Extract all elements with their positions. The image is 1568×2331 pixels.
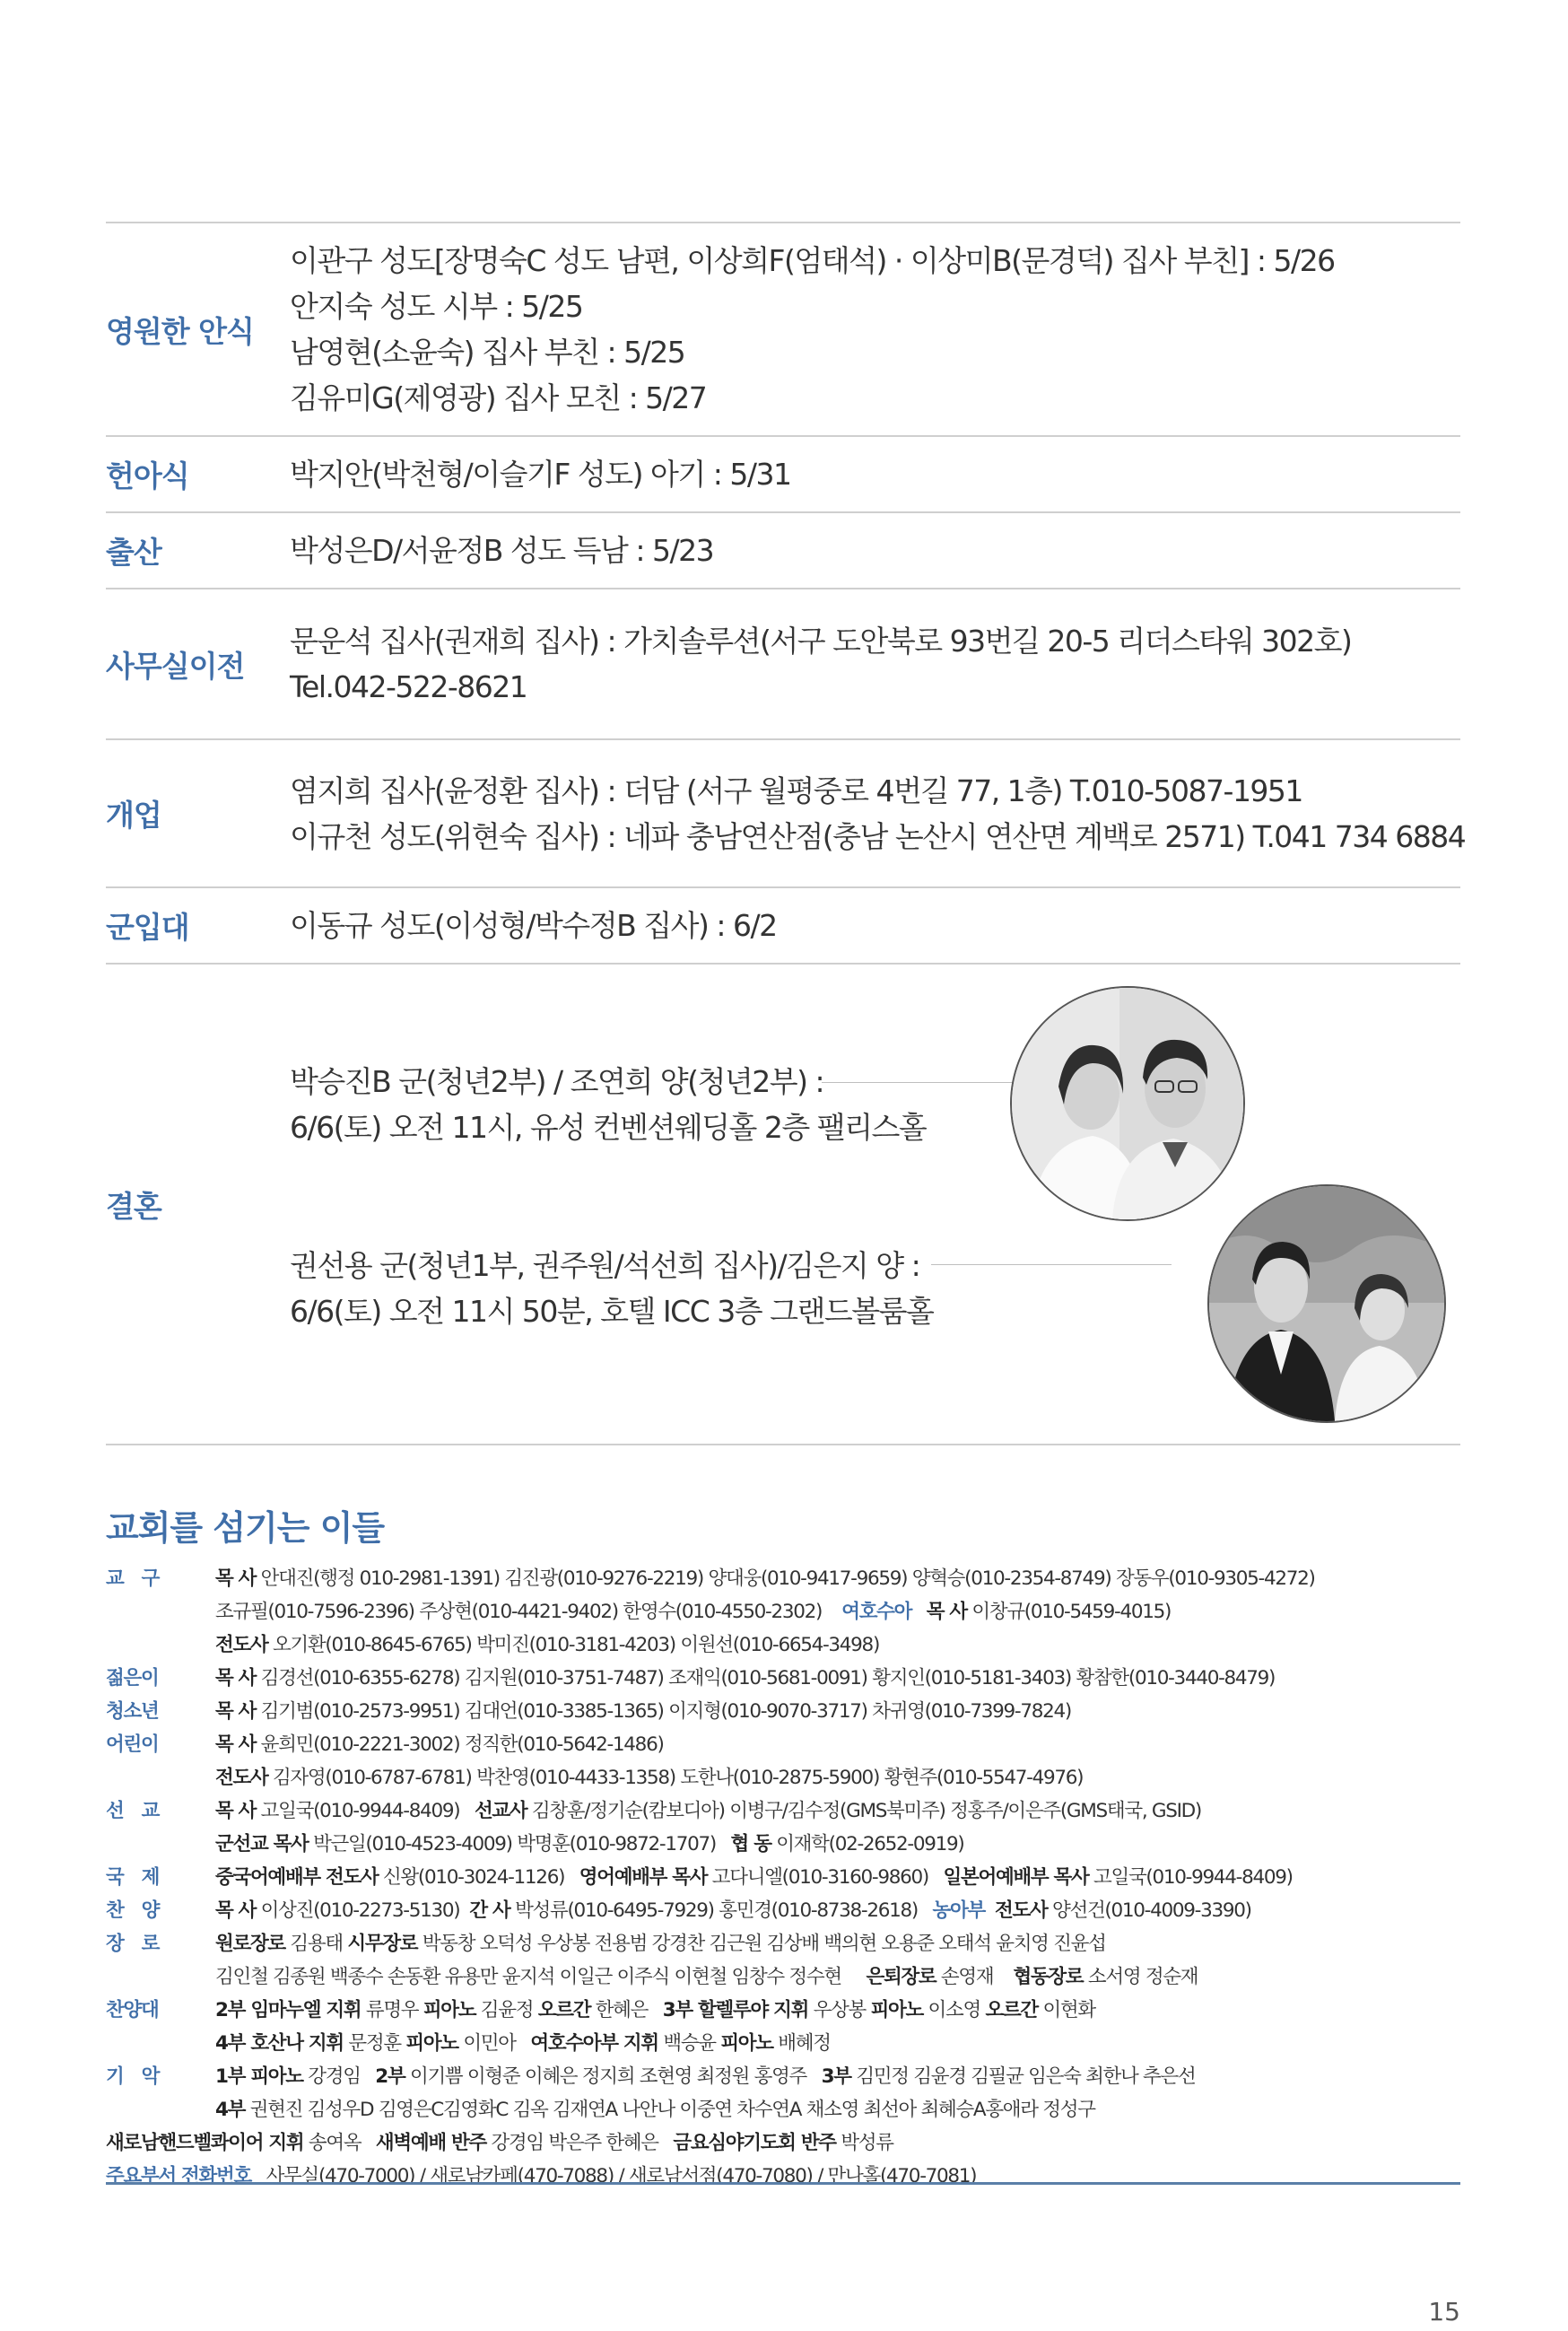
staff-names: 안대진(행정 010-2981-1391) 김진광(010-9276-2219) 양대웅(010-9417-9659) 양혁승(010-2354-8749) 장동우(010-9305-4272) xyxy=(256,1567,1315,1590)
staff-role: 새로남핸드벨콰이어 지휘 xyxy=(106,2132,304,2154)
staff-role: 3부 할렐루야 지휘 xyxy=(662,1999,809,2021)
staff-names: 백승윤 xyxy=(658,2032,716,2055)
staff-row xyxy=(106,1562,1460,1595)
staff-directory xyxy=(106,1562,1460,2193)
staff-label-empty xyxy=(106,1761,215,1794)
staff-label: 국 제 xyxy=(106,1866,160,1889)
couple-photo-icon xyxy=(1209,1186,1444,1421)
couple-photo-icon xyxy=(1012,988,1243,1219)
staff-row xyxy=(106,1662,1460,1695)
news-line: 안지숙 성도 시부 : 5/25 xyxy=(290,289,583,324)
staff-names: 강경임 xyxy=(302,2065,361,2088)
staff-row xyxy=(106,1994,1460,2027)
news-line: 이규천 성도(위현숙 집사) : 네파 충남연산점(충남 논산시 연산면 계백로 2571) T.041 734 6884 xyxy=(290,818,1466,854)
staff-role: 피아노 xyxy=(870,1999,923,2021)
staff-names: 고일국(010-9944-8409) xyxy=(256,1800,460,1822)
staff-names: 김민정 김윤경 김필균 임은숙 최한나 추은선 xyxy=(850,2065,1196,2088)
staff-names: 고일국(010-9944-8409) xyxy=(1088,1866,1293,1889)
news-label: 헌아식 xyxy=(106,458,189,493)
news-line: 박지안(박천형/이슬기F 성도) 아기 : 5/31 xyxy=(290,457,791,492)
staff-role: 협 동 xyxy=(730,1833,771,1855)
news-label: 군입대 xyxy=(106,910,189,945)
staff-names: 문정훈 xyxy=(343,2032,401,2055)
staff-names: 김경선(010-6355-6278) 김지원(010-3751-7487) 조재익(010-5681-0091) 황지인(010-5181-3403) 황참한(010-3440-8479) xyxy=(256,1667,1276,1689)
news-line: 이동규 성도(이성형/박수정B 집사) : 6/2 xyxy=(290,908,777,943)
staff-row xyxy=(106,1894,1460,1927)
staff-role: 영어예배부 목사 xyxy=(579,1866,708,1889)
news-line: 박성은D/서윤정B 성도 득남 : 5/23 xyxy=(290,533,714,568)
staff-role: 목 사 xyxy=(215,1899,257,1922)
staff-dept: 농아부 xyxy=(932,1899,985,1922)
staff-names: 신왕(010-3024-1126) xyxy=(378,1866,565,1889)
staff-label: 교 구 xyxy=(106,1567,160,1590)
staff-row xyxy=(106,1595,1460,1628)
news-row-office-move xyxy=(106,588,1460,738)
news-line: 6/6(토) 오전 11시, 유성 컨벤션웨딩홀 2층 팰리스홀 xyxy=(290,1110,927,1145)
phone-label: 주요부서 전화번호 xyxy=(106,2165,251,2187)
news-line: 문운석 집사(권재희 집사) : 가치솔루션(서구 도안북로 93번길 20-5 리더스타워 302호) xyxy=(290,624,1352,659)
staff-names: 오기환(010-8645-6765) 박미진(010-3181-4203) 이원선(010-6654-3498) xyxy=(267,1634,880,1656)
staff-row xyxy=(106,1960,1460,1994)
staff-names: 이상진(010-2273-5130) xyxy=(256,1899,460,1922)
staff-row xyxy=(106,1927,1460,1960)
staff-names: 이현화 xyxy=(1037,1999,1095,2021)
staff-role: 4부 호산나 지휘 xyxy=(215,2032,344,2055)
staff-role: 2부 xyxy=(375,2065,405,2088)
wedding-leader-line xyxy=(931,1264,1172,1265)
staff-names: 소서영 정순재 xyxy=(1083,1966,1198,1988)
news-line: 남영현(소윤숙) 집사 부친 : 5/25 xyxy=(290,335,685,370)
staff-names: 송여옥 xyxy=(303,2132,362,2154)
staff-row xyxy=(106,2126,1460,2160)
staff-role: 피아노 xyxy=(422,1999,476,2021)
staff-label: 찬양대 xyxy=(106,1999,159,2021)
news-line: 권선용 군(청년1부, 권주원/석선희 집사)/김은지 양 : xyxy=(290,1248,920,1283)
staff-names: 이기쁨 이형준 이혜은 정지희 조현영 최정원 홍영주 xyxy=(405,2065,807,2088)
staff-role: 간 사 xyxy=(469,1899,510,1922)
staff-names: 조규필(010-7596-2396) 주상현(010-4421-9402) 한영수(010-4550-2302) xyxy=(215,1601,823,1623)
staff-role: 새벽예배 반주 xyxy=(375,2132,486,2154)
staff-role: 여호수아부 지휘 xyxy=(530,2032,658,2055)
news-label: 출산 xyxy=(106,535,161,570)
staff-row xyxy=(106,2060,1460,2093)
staff-role: 목 사 xyxy=(215,1733,257,1756)
staff-names: 고다니엘(010-3160-9860) xyxy=(707,1866,928,1889)
staff-dept: 여호수아 xyxy=(841,1601,912,1623)
news-line: 김유미G(제영광) 집사 모친 : 5/27 xyxy=(290,380,707,415)
news-body xyxy=(290,451,1460,497)
staff-role: 4부 xyxy=(215,2099,246,2121)
staff-names: 김자영(010-6787-6781) 박찬영(010-4433-1358) 도한나(010-2875-5900) 황현주(010-5547-4976) xyxy=(267,1767,1084,1789)
news-line: 박승진B 군(청년2부) / 조연희 양(청년2부) : xyxy=(290,1064,824,1099)
staff-role: 목 사 xyxy=(215,1800,257,1822)
staff-label: 선 교 xyxy=(106,1800,160,1822)
staff-role: 금요심야기도회 반주 xyxy=(673,2132,836,2154)
church-news-table xyxy=(106,222,1466,1445)
staff-names: 김기범(010-2573-9951) 김대언(010-3385-1365) 이지형(010-9070-3717) 차귀영(010-7399-7824) xyxy=(256,1700,1071,1723)
news-body xyxy=(290,903,1460,948)
staff-role: 시무장로 xyxy=(347,1933,418,1955)
news-line: 이관구 성도[장명숙C 성도 남편, 이상희F(엄태석) · 이상미B(문경덕) 집사 부친] : 5/26 xyxy=(290,243,1335,278)
wedding-couple-2 xyxy=(290,1243,933,1334)
page-number: 15 xyxy=(1428,2297,1460,2327)
staff-role: 목 사 xyxy=(215,1700,257,1723)
staff-label: 청소년 xyxy=(106,1700,159,1723)
staff-names: 이재학(02-2652-0919) xyxy=(771,1833,964,1855)
staff-section-title: 교회를 섬기는 이들 xyxy=(106,1508,385,1548)
news-body xyxy=(290,238,1460,421)
staff-role: 피아노 xyxy=(405,2032,458,2055)
staff-names: 박성류(010-6495-7929) 홍민경(010-8738-2618) xyxy=(510,1899,918,1922)
staff-label: 젊은이 xyxy=(106,1667,159,1689)
wedding-photo-2 xyxy=(1207,1184,1446,1423)
staff-label-empty xyxy=(106,1828,215,1861)
news-line: Tel.042-522-8621 xyxy=(290,669,527,704)
staff-names: 배혜정 xyxy=(772,2032,831,2055)
staff-row xyxy=(106,1794,1460,1828)
staff-role: 선교사 xyxy=(474,1800,527,1822)
staff-role: 군선교 목사 xyxy=(215,1833,309,1855)
news-body xyxy=(290,528,1460,573)
staff-row xyxy=(106,1761,1460,1794)
staff-names: 우상봉 xyxy=(808,1999,867,2021)
staff-label: 찬 양 xyxy=(106,1899,160,1922)
staff-row xyxy=(106,2093,1460,2126)
staff-names: 박동창 오덕성 우상봉 전용범 강경찬 김근원 김상배 백의현 오용준 오태석 윤치영 진윤섭 xyxy=(417,1933,1106,1955)
staff-label: 장 로 xyxy=(106,1933,160,1955)
staff-label-empty xyxy=(106,2027,215,2060)
news-row-enlistment xyxy=(106,886,1460,963)
staff-role: 전도사 xyxy=(995,1899,1048,1922)
staff-names: 김용태 xyxy=(284,1933,343,1955)
staff-label: 기 악 xyxy=(106,2065,160,2088)
staff-role: 오르간 xyxy=(537,1999,591,2021)
staff-names: 박근일(010-4523-4009) 박명훈(010-9872-1707) xyxy=(308,1833,716,1855)
staff-row xyxy=(106,1828,1460,1861)
staff-role: 1부 피아노 xyxy=(215,2065,303,2088)
news-label: 결혼 xyxy=(106,1188,161,1224)
staff-role: 협동장로 xyxy=(1013,1966,1084,1988)
staff-role: 전도사 xyxy=(215,1634,268,1656)
staff-role: 원로장로 xyxy=(215,1933,285,1955)
news-label: 개업 xyxy=(106,798,161,833)
news-body xyxy=(290,768,1465,860)
staff-role: 3부 xyxy=(821,2065,851,2088)
staff-names: 류명우 xyxy=(361,1999,419,2021)
phone-numbers: 사무실(470-7000) / 새로남카페(470-7088) / 새로남서점(470-7080) / 만나홀(470-7081) xyxy=(266,2165,977,2187)
staff-role: 목 사 xyxy=(926,1601,967,1623)
staff-names: 김창훈/정기순(캄보디아) 이병구/김수정(GMS북미주) 정홍주/이은주(GMS태국, GSID) xyxy=(527,1800,1201,1822)
staff-role: 전도사 xyxy=(215,1767,268,1789)
staff-names: 이민아 xyxy=(457,2032,516,2055)
news-row-birth xyxy=(106,511,1460,588)
staff-names: 김인철 김종원 백종수 손동환 유용만 윤지석 이일근 이주식 이현철 임창수 정수현 xyxy=(215,1966,841,1988)
staff-names: 이창규(010-5459-4015) xyxy=(966,1601,1172,1623)
staff-label-empty xyxy=(106,2093,215,2126)
staff-row xyxy=(106,1628,1460,1662)
news-label: 영원한 안식 xyxy=(106,313,254,349)
staff-names: 김윤정 xyxy=(475,1999,534,2021)
staff-role: 2부 임마누엘 지휘 xyxy=(215,1999,362,2021)
staff-role: 은퇴장로 xyxy=(866,1966,936,1988)
news-row-business-opening xyxy=(106,738,1466,886)
staff-label-empty xyxy=(106,1595,215,1628)
staff-names: 윤희민(010-2221-3002) 정직한(010-5642-1486) xyxy=(256,1733,664,1756)
news-row-wedding xyxy=(106,963,1460,1445)
staff-row xyxy=(106,2027,1460,2060)
news-row-dedication xyxy=(106,435,1460,511)
staff-names: 권현진 김성우D 김영은C김영화C 김옥 김재연A 나안나 이중연 차수연A 채소영 최선아 최혜승A홍애라 정성구 xyxy=(245,2099,1095,2121)
staff-role: 피아노 xyxy=(720,2032,773,2055)
news-body xyxy=(290,618,1460,710)
staff-role: 중국어예배부 전도사 xyxy=(215,1866,379,1889)
wedding-photo-1 xyxy=(1010,986,1245,1221)
staff-names: 이소영 xyxy=(922,1999,980,2021)
staff-names: 강경임 박은주 한혜은 xyxy=(485,2132,658,2154)
staff-names: 양선건(010-4009-3390) xyxy=(1047,1899,1251,1922)
staff-role: 목 사 xyxy=(215,1667,257,1689)
staff-names: 손영재 xyxy=(936,1966,994,1988)
news-label: 사무실이전 xyxy=(106,648,245,684)
staff-row xyxy=(106,1728,1460,1761)
bottom-divider xyxy=(106,2182,1460,2185)
staff-row xyxy=(106,1695,1460,1728)
news-line: 6/6(토) 오전 11시 50분, 호텔 ICC 3층 그랜드볼룸홀 xyxy=(290,1294,934,1329)
news-row-funeral xyxy=(106,222,1460,435)
staff-label: 어린이 xyxy=(106,1733,159,1756)
wedding-couple-1 xyxy=(290,1059,926,1150)
staff-row xyxy=(106,2160,1460,2193)
staff-names: 한혜은 xyxy=(590,1999,649,2021)
staff-row xyxy=(106,1861,1460,1894)
news-line: 염지희 집사(윤정환 집사) : 더담 (서구 월평중로 4번길 77, 1층) T.010-5087-1951 xyxy=(290,773,1302,808)
staff-label-empty xyxy=(106,1960,215,1994)
staff-names: 박성류 xyxy=(835,2132,893,2154)
staff-label-empty xyxy=(106,1628,215,1662)
staff-role: 오르간 xyxy=(985,1999,1038,2021)
staff-role: 일본어예배부 목사 xyxy=(943,1866,1089,1889)
staff-role: 목 사 xyxy=(215,1567,257,1590)
